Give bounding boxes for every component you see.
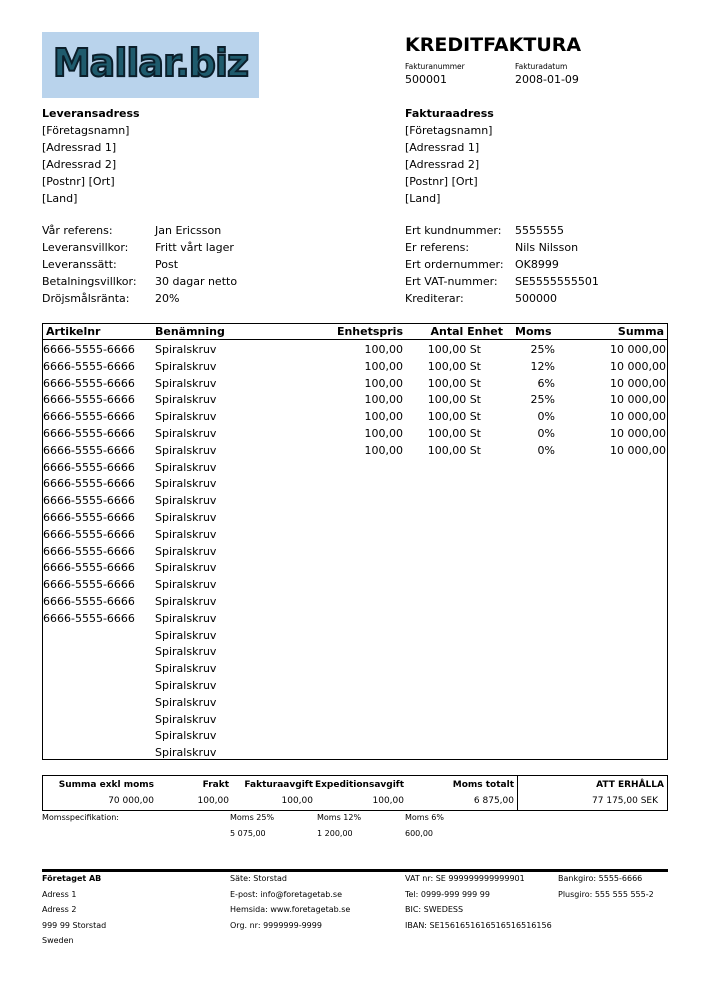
cell-sum: 10 000,00 <box>610 443 666 457</box>
cell-vat: 12% <box>530 359 555 373</box>
cell-name: Spiralskruv <box>155 410 217 424</box>
cell-unit-price: 100,00 <box>364 359 403 373</box>
cell-vat: 0% <box>537 427 555 440</box>
cell-name: Spiralskruv <box>155 729 217 743</box>
info-label: Ert ordernummer: <box>405 258 504 271</box>
cell-name: Spiralskruv <box>155 494 217 508</box>
info-value: Nils Nilsson <box>515 241 579 254</box>
invoice-number-label: Fakturanummer <box>405 62 465 71</box>
info-value: Fritt vårt lager <box>155 241 234 254</box>
cell-quantity: 100,00 St <box>427 393 481 407</box>
footer-line: 999 99 Storstad <box>42 920 107 930</box>
cell-quantity: 100,00 St <box>427 443 481 457</box>
cell-name: Spiralskruv <box>155 393 217 407</box>
cell-sum: 10 000,00 <box>610 343 666 356</box>
info-value: 5555555 <box>515 224 564 237</box>
cell-unit-price: 100,00 <box>364 393 403 407</box>
address-line: [Postnr] [Ort] <box>405 175 478 188</box>
header-article: Artikelnr <box>46 325 101 338</box>
table-row <box>43 627 667 644</box>
address-line: [Adressrad 1] <box>405 141 480 154</box>
to-receive-value: 77 175,00 SEK <box>592 796 658 806</box>
cell-unit-price: 100,00 <box>364 410 403 424</box>
cell-name: Spiralskruv <box>155 695 217 709</box>
footer-company <box>42 871 106 949</box>
cell-unit-price: 100,00 <box>364 376 403 390</box>
vat-spec-value-6: 600,00 <box>405 829 433 838</box>
table-row <box>43 660 667 677</box>
cell-quantity: 100,00 St <box>427 376 481 390</box>
cell-name: Spiralskruv <box>155 477 217 491</box>
info-label: Dröjsmålsränta: <box>42 292 130 305</box>
info-value: 30 dagar netto <box>155 275 238 288</box>
invoice-fee-value: 100,00 <box>281 796 313 806</box>
header-sum: Summa <box>617 325 664 338</box>
table-row <box>43 375 667 392</box>
invoice-address <box>405 105 494 207</box>
vat-spec-label-6: Moms 6% <box>405 813 444 822</box>
table-row <box>43 459 667 476</box>
cell-article: 6666-5555-6666 <box>43 611 135 625</box>
footer-line: BIC: SWEDESS <box>405 905 464 914</box>
cell-name: Spiralskruv <box>155 460 217 474</box>
cell-name: Spiralskruv <box>155 645 217 659</box>
info-value: 20% <box>155 292 180 305</box>
address-line: [Adressrad 2] <box>42 158 117 171</box>
cell-unit-price: 100,00 <box>364 343 403 356</box>
info-value: OK8999 <box>515 258 559 271</box>
vat-spec-label-25: Moms 25% <box>230 813 275 822</box>
address-line: [Företagsnamn] <box>42 124 130 137</box>
cell-article: 6666-5555-6666 <box>43 477 135 491</box>
cell-article: 6666-5555-6666 <box>43 443 135 457</box>
info-label: Betalningsvillkor: <box>42 275 137 288</box>
cell-vat: 25% <box>530 393 555 407</box>
invoice-address-heading: Fakturaadress <box>405 107 494 120</box>
cell-name: Spiralskruv <box>155 359 217 373</box>
cell-name: Spiralskruv <box>155 443 217 457</box>
table-row <box>43 593 667 610</box>
table-row <box>43 492 667 509</box>
net-value: 70 000,00 <box>108 796 154 806</box>
vat-spec-value-25: 5 075,00 <box>230 829 266 838</box>
vat-spec-label: Momsspecifikation: <box>42 813 119 822</box>
cell-unit-price: 100,00 <box>364 427 403 440</box>
table-row <box>43 677 667 694</box>
cell-sum: 10 000,00 <box>610 376 666 390</box>
table-row <box>43 509 667 526</box>
cell-article: 6666-5555-6666 <box>43 494 135 508</box>
footer-line: Adress 2 <box>42 905 77 914</box>
handling-fee-value: 100,00 <box>372 796 404 806</box>
info-label: Krediterar: <box>405 292 464 305</box>
cell-name: Spiralskruv <box>155 628 217 642</box>
vat-spec-label-12: Moms 12% <box>317 813 362 822</box>
table-row <box>43 341 667 358</box>
cell-sum: 10 000,00 <box>610 410 666 424</box>
footer-website: Hemsida: www.foretagetab.se <box>230 905 351 914</box>
vat-total-label: Moms totalt <box>452 780 514 790</box>
info-label: Leveransvillkor: <box>42 241 129 254</box>
document-title: KREDITFAKTURA <box>405 34 582 56</box>
address-line: [Land] <box>42 192 78 205</box>
address-line: [Land] <box>405 192 441 205</box>
header-vat: Moms <box>515 325 552 338</box>
invoice-date-label: Fakturadatum <box>515 62 568 71</box>
cell-vat: 25% <box>530 343 555 356</box>
table-row <box>43 475 667 492</box>
info-value: 500000 <box>515 292 557 305</box>
cell-article: 6666-5555-6666 <box>43 410 135 424</box>
table-row <box>43 543 667 560</box>
cell-name: Spiralskruv <box>155 427 217 440</box>
cell-article: 6666-5555-6666 <box>43 343 135 356</box>
cell-article: 6666-5555-6666 <box>43 595 135 608</box>
info-label: Er referens: <box>405 241 470 254</box>
to-receive-label: ATT ERHÅLLA <box>596 780 664 790</box>
table-row <box>43 526 667 543</box>
table-row <box>43 358 667 375</box>
cell-quantity: 100,00 St <box>427 427 481 440</box>
footer-giro <box>558 871 654 902</box>
cell-name: Spiralskruv <box>155 578 217 592</box>
cell-name: Spiralskruv <box>155 544 217 558</box>
cell-name: Spiralskruv <box>155 611 217 625</box>
table-row <box>43 576 667 593</box>
cell-sum: 10 000,00 <box>610 359 666 373</box>
table-row <box>43 408 667 425</box>
info-value: Jan Ericsson <box>155 224 222 237</box>
address-line: [Företagsnamn] <box>405 124 493 137</box>
header-unit-price: Enhetspris <box>336 325 403 338</box>
invoice-date: 2008-01-09 <box>515 73 579 86</box>
footer-line: Tel: 0999-999 999 99 <box>405 889 490 899</box>
footer-line: Adress 1 <box>42 889 77 899</box>
company-logo <box>42 32 259 98</box>
cell-quantity: 100,00 St <box>427 359 481 373</box>
cell-name: Spiralskruv <box>155 561 217 575</box>
footer-line: VAT nr: SE 999999999999901 <box>405 874 525 883</box>
cell-name: Spiralskruv <box>155 527 217 541</box>
invoice-fee-label: Fakturaavgift <box>244 780 313 790</box>
info-label: Ert kundnummer: <box>405 224 502 237</box>
footer-vat-bank <box>405 871 552 933</box>
invoice-number: 500001 <box>405 73 447 86</box>
delivery-address <box>42 105 140 207</box>
info-value: Post <box>155 258 179 271</box>
cell-name: Spiralskruv <box>155 712 217 726</box>
cell-article: 6666-5555-6666 <box>43 460 135 474</box>
cell-article: 6666-5555-6666 <box>43 393 135 407</box>
table-row <box>43 643 667 660</box>
invoice-lines-table <box>42 323 668 760</box>
vat-spec-value-12: 1 200,00 <box>317 829 353 838</box>
handling-fee-label: Expeditionsavgift <box>314 780 404 790</box>
cell-article: 6666-5555-6666 <box>43 544 135 558</box>
cell-article: 6666-5555-6666 <box>43 527 135 541</box>
table-row <box>43 442 667 459</box>
address-line: [Adressrad 1] <box>42 141 117 154</box>
footer-line: Säte: Storstad <box>230 874 287 883</box>
table-row <box>43 711 667 728</box>
table-row <box>43 727 667 744</box>
cell-vat: 6% <box>537 376 555 390</box>
table-row <box>43 425 667 442</box>
footer-line: Bankgiro: 5555-6666 <box>558 874 643 883</box>
cell-sum: 10 000,00 <box>610 393 666 407</box>
address-line: [Adressrad 2] <box>405 158 480 171</box>
footer-line: IBAN: SE1561651616516516516156 <box>405 920 552 930</box>
cell-name: Spiralskruv <box>155 595 217 608</box>
table-row <box>43 559 667 576</box>
table-row <box>43 694 667 711</box>
footer-line: Sweden <box>42 936 74 945</box>
cell-vat: 0% <box>537 410 555 424</box>
footer-contact <box>230 871 350 933</box>
cell-article: 6666-5555-6666 <box>43 359 135 373</box>
header-quantity: Antal Enhet <box>430 325 503 338</box>
cell-sum: 10 000,00 <box>610 427 666 440</box>
cell-vat: 0% <box>537 443 555 457</box>
cell-name: Spiralskruv <box>155 511 217 524</box>
freight-value: 100,00 <box>197 796 229 806</box>
cell-name: Spiralskruv <box>155 343 217 356</box>
table-header <box>43 324 667 340</box>
freight-label: Frakt <box>202 780 229 790</box>
table-row <box>43 391 667 408</box>
vat-total-value: 6 875,00 <box>473 796 514 806</box>
cell-name: Spiralskruv <box>155 376 217 390</box>
table-row <box>43 744 667 761</box>
footer-line: Org. nr: 9999999-9999 <box>230 920 322 930</box>
cell-article: 6666-5555-6666 <box>43 511 135 524</box>
info-label: Vår referens: <box>42 224 113 237</box>
cell-quantity: 100,00 St <box>427 410 481 424</box>
table-row <box>43 610 667 627</box>
header-name: Benämning <box>155 325 225 338</box>
cell-unit-price: 100,00 <box>364 443 403 457</box>
totals-divider <box>517 776 518 810</box>
info-label: Ert VAT-nummer: <box>405 275 498 288</box>
footer-line: Plusgiro: 555 555 555-2 <box>558 889 654 899</box>
cell-article: 6666-5555-6666 <box>43 427 135 440</box>
cell-article: 6666-5555-6666 <box>43 561 135 575</box>
logo-text: Mallar.biz <box>52 41 249 85</box>
cell-quantity: 100,00 St <box>427 343 481 356</box>
cell-name: Spiralskruv <box>155 662 217 676</box>
delivery-address-heading: Leveransadress <box>42 107 140 120</box>
info-value: SE5555555501 <box>515 275 599 288</box>
cell-name: Spiralskruv <box>155 746 217 760</box>
footer-email: E-post: info@foretagetab.se <box>230 889 342 899</box>
info-label: Leveranssätt: <box>42 258 117 271</box>
cell-article: 6666-5555-6666 <box>43 578 135 592</box>
footer-company-name: Företaget AB <box>42 874 102 883</box>
address-line: [Postnr] [Ort] <box>42 175 115 188</box>
cell-name: Spiralskruv <box>155 679 217 692</box>
cell-article: 6666-5555-6666 <box>43 376 135 390</box>
totals-box <box>42 775 668 811</box>
net-label: Summa exkl moms <box>58 780 154 790</box>
